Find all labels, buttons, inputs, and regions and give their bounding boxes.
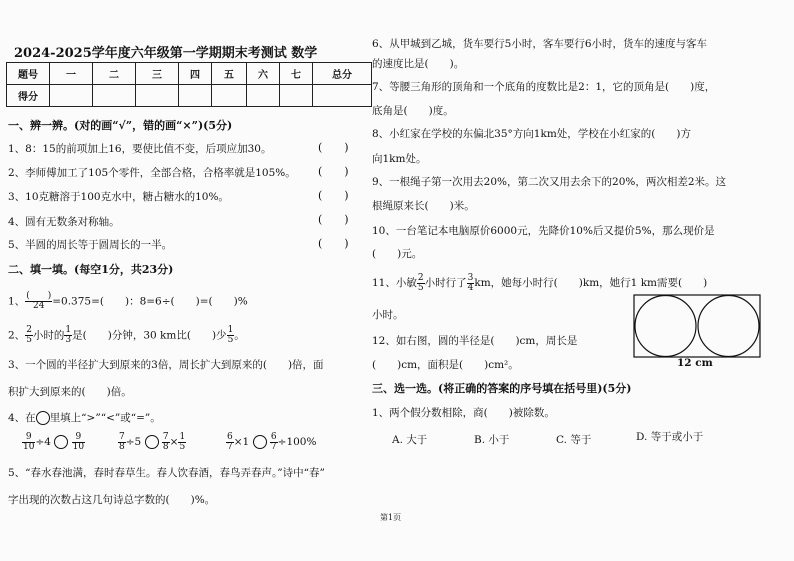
numerator: 7 xyxy=(119,431,125,442)
q2-text: 小时的 xyxy=(32,329,65,342)
numerator: 1 xyxy=(65,325,72,335)
score-cell: 二 xyxy=(93,63,136,85)
q2-text: 。 xyxy=(234,329,245,342)
denominator: 5 xyxy=(179,441,186,452)
denominator: 8 xyxy=(162,441,169,452)
q2-text: 是( )分钟，30 km比( )少 xyxy=(72,329,227,342)
option-d[interactable]: D. 等于或小于 xyxy=(636,431,704,443)
score-value-row xyxy=(7,85,372,107)
denominator: 4 xyxy=(467,282,474,293)
option-b[interactable]: B. 小于 xyxy=(474,434,510,446)
fill-q11 xyxy=(372,272,707,294)
operator: × xyxy=(169,436,179,448)
compare-item-3 xyxy=(226,430,316,454)
fill-q10-line2: ( )元。 xyxy=(372,248,423,260)
fill-q5-line2: 字出现的次数占这几句诗总字数的( )%。 xyxy=(8,494,216,506)
numerator: 6 xyxy=(270,431,277,442)
fraction xyxy=(417,274,425,293)
score-cell: 题号 xyxy=(7,63,50,85)
answer-paren[interactable]: ( ) xyxy=(318,237,349,250)
fraction xyxy=(64,326,72,345)
fraction xyxy=(178,433,186,452)
numerator: 3 xyxy=(467,272,474,283)
score-cell: 四 xyxy=(179,63,212,85)
score-input-cell[interactable] xyxy=(247,85,280,107)
score-cell: 一 xyxy=(50,63,93,85)
fill-q3-line2: 积扩大到原来的( )倍。 xyxy=(8,386,132,398)
fill-q6-line1: 6、从甲城到乙城，货车要行5小时，客车要行6小时，货车的速度与客车 xyxy=(372,38,708,50)
numerator: 9 xyxy=(72,433,85,443)
numerator: 2 xyxy=(417,272,424,283)
numerator: 1 xyxy=(179,431,186,442)
fraction xyxy=(22,433,35,452)
operator: ÷4 xyxy=(35,436,51,448)
score-input-cell[interactable] xyxy=(179,85,212,107)
fraction xyxy=(226,433,234,452)
numerator: 2 xyxy=(26,325,32,335)
denominator: 7 xyxy=(270,441,277,452)
compare-item-2 xyxy=(118,430,186,454)
denominator: 8 xyxy=(119,441,125,452)
score-table xyxy=(6,62,372,107)
figure-label: 12 cm xyxy=(677,357,713,369)
fill-q8-line1: 8、小红家在学校的东偏北35°方向1km处，学校在小红家的( )方 xyxy=(372,128,691,140)
score-cell: 六 xyxy=(247,63,280,85)
denominator: 10 xyxy=(72,441,85,452)
fill-q9-line2: 根绳原来长( )米。 xyxy=(372,200,475,212)
score-cell: 五 xyxy=(212,63,247,85)
q4-suffix: 里填上“>”“<”或“=”。 xyxy=(49,412,161,424)
numerator: 7 xyxy=(162,431,169,442)
fill-q10-line1: 10、一台笔记本电脑原价6000元，先降价10%后又提价5%，那么现价是 xyxy=(372,225,715,237)
blank-numerator[interactable]: ( ) xyxy=(26,291,52,301)
fraction xyxy=(25,326,33,345)
section2-title: 二、填一填。(每空1分，共23分) xyxy=(8,263,174,276)
fill-q12-line2: ( )cm，面积是( )cm²。 xyxy=(372,359,519,371)
compare-item-1 xyxy=(22,430,85,454)
fraction xyxy=(270,433,278,452)
q11-prefix: 11、小敏 xyxy=(372,277,417,289)
denominator: 3 xyxy=(65,335,72,345)
numerator: 6 xyxy=(227,431,233,442)
score-cell: 七 xyxy=(280,63,313,85)
fill-q9-line1: 9、一根绳子第一次用去20%，第二次又用去余下的20%，两次相差2米。这 xyxy=(372,176,727,188)
fill-q3-line1: 3、一个圆的半径扩大到原来的3倍，周长扩大到原来的( )倍，面 xyxy=(8,359,324,371)
q1-rest: =0.375=( )：8=6÷( )=( )% xyxy=(52,295,248,308)
fill-q7-line2: 底角是( )度。 xyxy=(372,105,454,117)
score-input-cell[interactable] xyxy=(136,85,179,107)
figure-rectangle xyxy=(634,295,760,357)
score-input-cell[interactable] xyxy=(212,85,247,107)
judge-item-5: 5、半圆的周长等于圆周长的一半。 xyxy=(8,239,173,251)
figure-circle-left xyxy=(635,296,696,357)
exam-title: 2024-2025学年度六年级第一学期期末考测试 数学 xyxy=(14,46,318,61)
q-prefix: 2、 xyxy=(8,329,26,342)
fraction xyxy=(25,292,52,311)
judge-item-3: 3、10克糖溶于100克水中，糖占糖水的10%。 xyxy=(8,191,229,203)
score-input-cell[interactable] xyxy=(93,85,136,107)
score-cell: 三 xyxy=(136,63,179,85)
compare-circle-icon[interactable] xyxy=(54,435,68,449)
judge-item-4: 4、圆有无数条对称轴。 xyxy=(8,216,120,228)
score-input-cell[interactable] xyxy=(280,85,313,107)
fill-q2 xyxy=(8,326,245,345)
denominator: 7 xyxy=(227,441,233,452)
q11-text: 小时行了 xyxy=(424,277,467,289)
fill-q8-line2: 向1km处。 xyxy=(372,153,427,165)
denominator: 24 xyxy=(32,301,45,311)
fill-q7-line1: 7、等腰三角形的顶角和一个底角的度数比是2：1，它的顶角是( )度， xyxy=(372,81,716,93)
answer-paren[interactable]: ( ) xyxy=(318,213,349,226)
q4-prefix: 4、在 xyxy=(8,412,36,424)
score-cell: 总分 xyxy=(313,63,372,85)
answer-paren[interactable]: ( ) xyxy=(318,189,349,202)
fill-q12-line1: 12、如右图，圆的半径是( )cm，周长是 xyxy=(372,335,578,347)
fraction xyxy=(72,433,85,452)
score-input-cell[interactable] xyxy=(50,85,93,107)
compare-circle-icon[interactable] xyxy=(145,435,159,449)
answer-paren[interactable]: ( ) xyxy=(318,165,349,178)
score-header-row xyxy=(7,63,372,85)
fill-q5-line1: 5、“春水春池满，春时春草生。春人饮春酒，春鸟弄春声。”诗中“春” xyxy=(8,467,325,479)
fraction xyxy=(162,433,170,452)
section1-title: 一、辨一辨。(对的画“√”，错的画“×”)(5分) xyxy=(8,119,233,132)
score-cell: 得分 xyxy=(7,85,50,107)
score-input-cell[interactable] xyxy=(313,85,372,107)
section3-title: 三、选一选。(将正确的答案的序号填在括号里)(5分) xyxy=(372,382,632,395)
denominator: 5 xyxy=(417,282,424,293)
fill-q11-line2: 小时。 xyxy=(372,309,404,321)
numerator: 9 xyxy=(22,433,35,443)
operator: ÷100% xyxy=(277,436,317,448)
fill-q1 xyxy=(8,292,248,311)
option-a[interactable]: A. 大于 xyxy=(392,434,428,446)
q11-text: km，她每小时行( )km，她行1 km需要( ) xyxy=(474,277,708,289)
denominator: 10 xyxy=(23,441,35,452)
fill-q4 xyxy=(8,411,161,425)
page-number: 第1页 xyxy=(380,513,402,522)
fraction xyxy=(118,433,126,452)
compare-circle-icon[interactable] xyxy=(253,435,267,449)
figure-circle-right xyxy=(698,296,759,357)
judge-item-1: 1、8：15的前项加上16，要使比值不变，后项应加30。 xyxy=(8,143,272,155)
denominator: 5 xyxy=(227,335,234,345)
operator: ÷5 xyxy=(125,436,142,448)
option-c[interactable]: C. 等于 xyxy=(556,434,592,446)
numerator: 1 xyxy=(227,325,234,335)
judge-item-2: 2、李师傅加工了105个零件，全部合格，合格率就是105%。 xyxy=(8,167,296,179)
denominator: 5 xyxy=(26,335,32,345)
operator: ×1 xyxy=(233,436,250,448)
compare-circle-icon xyxy=(36,411,50,425)
q-prefix: 1、 xyxy=(8,295,26,308)
fill-q6-line2: 的速度比是( )。 xyxy=(372,58,465,70)
answer-paren[interactable]: ( ) xyxy=(318,141,349,154)
choice-q1: 1、两个假分数相除，商( )被除数。 xyxy=(372,407,555,419)
